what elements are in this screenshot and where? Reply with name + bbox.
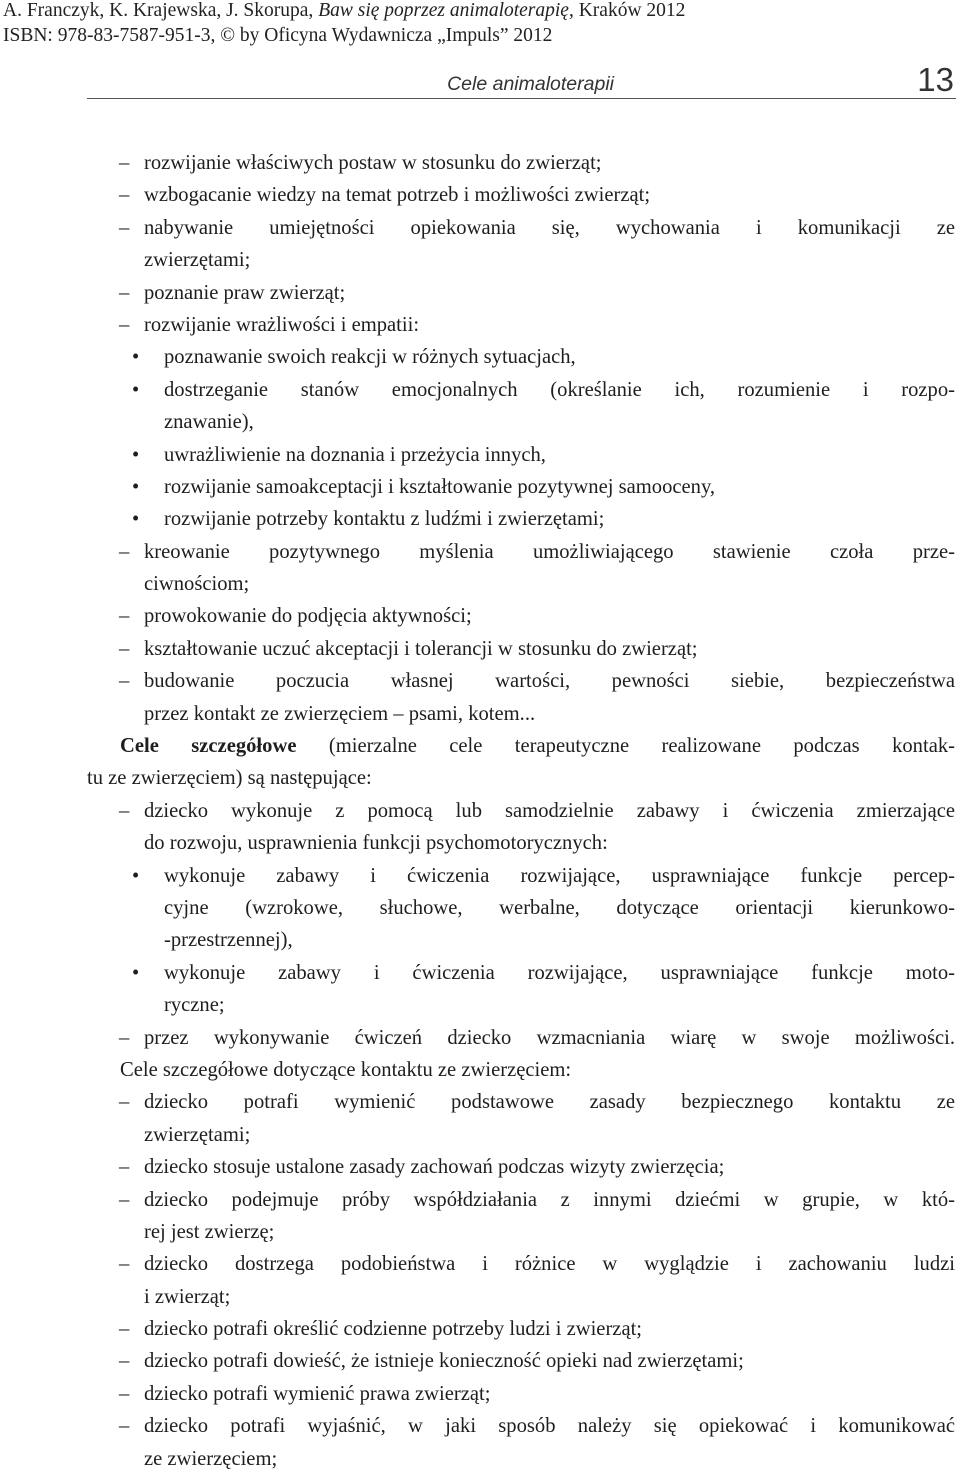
dash-marker: – xyxy=(119,1382,130,1405)
dash-marker: – xyxy=(119,184,130,207)
citation-line xyxy=(3,0,685,22)
sub-list-item xyxy=(87,957,955,989)
dash-marker: – xyxy=(119,1188,130,1211)
page-number: 13 xyxy=(917,61,954,98)
list-item-text: poznanie praw zwierząt; xyxy=(144,281,346,304)
list-item xyxy=(87,147,955,179)
list-item-continuation: przez kontakt ze zwierzęciem – psami, kotem... xyxy=(144,702,536,725)
list-item-text: nabywanie umiejętności opiekowania się, wychowania i komunikacji ze xyxy=(144,216,955,239)
list-item-text: kształtowanie uczuć akceptacji i tolerancji w stosunku do zwierząt; xyxy=(144,637,698,660)
running-title: Cele animaloterapii xyxy=(447,73,614,95)
dash-marker: – xyxy=(119,1026,130,1049)
sub-list-item-continuation xyxy=(87,892,955,924)
list-item xyxy=(87,1086,955,1118)
list-item-text: dziecko potrafi wymienić podstawowe zasady bezpiecznego kontaktu ze xyxy=(144,1091,955,1114)
dash-marker: – xyxy=(119,1318,130,1341)
bullet-marker: • xyxy=(132,378,140,401)
list-item-text: dziecko dostrzega podobieństwa i różnice w wyglądzie i zachowaniu ludzi xyxy=(144,1253,955,1276)
list-item-text: budowanie poczucia własnej wartości, pewności siebie, bezpieczeństwa xyxy=(144,670,955,693)
list-item xyxy=(87,212,955,244)
dash-marker: – xyxy=(119,540,130,563)
list-item xyxy=(87,1410,955,1442)
list-item-text: rozwijanie właściwych postaw w stosunku do zwierząt; xyxy=(144,152,602,174)
dash-marker: – xyxy=(119,1253,130,1276)
dash-marker: – xyxy=(119,313,130,336)
list-item-continuation: zwierzętami; xyxy=(144,1123,251,1146)
list-item xyxy=(87,1248,955,1280)
dash-marker: – xyxy=(119,1415,130,1438)
dash-marker: – xyxy=(119,1091,130,1114)
sub-list-item-continuation: -przestrzennej), xyxy=(164,929,293,952)
paragraph-line: tu ze zwierzęciem) są następujące: xyxy=(87,767,372,790)
header-rule xyxy=(87,98,956,99)
dash-marker: – xyxy=(119,216,130,239)
list-item xyxy=(87,1313,955,1345)
paragraph-text: (mierzalne cele terapeutyczne realizowane podczas kontak- xyxy=(296,735,955,758)
bullet-marker: • xyxy=(132,961,140,984)
dash-marker: – xyxy=(119,799,130,822)
isbn-line: ISBN: 978-83-7587-951-3, © by Oficyna Wydawnicza „Impuls” 2012 xyxy=(3,25,553,46)
list-item xyxy=(87,1345,955,1377)
list-item xyxy=(87,1378,955,1410)
list-item-text: prowokowanie do podjęcia aktywności; xyxy=(144,605,472,628)
list-item xyxy=(87,633,955,665)
list-item-text: dziecko stosuje ustalone zasady zachowań podczas wizyty zwierzęcia; xyxy=(144,1156,725,1179)
sub-list-item xyxy=(87,341,955,373)
sub-list-item xyxy=(87,471,955,503)
dash-marker: – xyxy=(119,152,130,174)
list-item-continuation: zwierzętami; xyxy=(144,249,251,272)
sub-list-item-continuation: ryczne; xyxy=(164,994,225,1017)
list-item xyxy=(87,277,955,309)
paragraph-line xyxy=(87,730,955,762)
list-item-text: przez wykonywanie ćwiczeń dziecko wzmacniania wiarę w swoje możliwości. xyxy=(144,1026,955,1049)
list-item xyxy=(87,536,955,568)
dash-marker: – xyxy=(119,1156,130,1179)
dash-marker: – xyxy=(119,1350,130,1373)
dash-marker: – xyxy=(119,281,130,304)
list-item-text: dziecko wykonuje z pomocą lub samodzielnie zabawy i ćwiczenia zmierzające xyxy=(144,799,955,822)
citation-authors: A. Franczyk, K. Krajewska, J. Skorupa, xyxy=(3,0,319,21)
list-item xyxy=(87,600,955,632)
dash-marker: – xyxy=(119,637,130,660)
sub-list-item-text: wykonuje zabawy i ćwiczenia rozwijające, usprawniające funkcje percep- xyxy=(164,864,955,887)
citation-book-title: Baw się poprzez animaloterapię xyxy=(318,0,569,21)
sub-list-item xyxy=(87,503,955,535)
list-item xyxy=(87,1022,955,1054)
list-item-continuation: ze zwierzęciem; xyxy=(144,1447,278,1470)
sub-list-item-text: cyjne (wzrokowe, słuchowe, werbalne, dotyczące orientacji kierunkowo- xyxy=(164,896,955,919)
list-item xyxy=(87,179,955,211)
sub-list-item-text: poznawanie swoich reakcji w różnych sytuacjach, xyxy=(164,346,576,369)
list-item-continuation: rej jest zwierzę; xyxy=(144,1220,275,1243)
bullet-marker: • xyxy=(132,864,140,887)
citation-place-year: , Kraków 2012 xyxy=(568,0,686,21)
bullet-marker: • xyxy=(132,443,140,466)
paragraph-line: Cele szczegółowe dotyczące kontaktu ze zwierzęciem: xyxy=(120,1058,572,1081)
sub-list-item-text: uwrażliwienie na doznania i przeżycia innych, xyxy=(164,443,546,466)
bullet-marker: • xyxy=(132,475,140,498)
dash-marker: – xyxy=(119,670,130,693)
sub-list-item xyxy=(87,860,955,892)
bullet-marker: • xyxy=(132,508,140,531)
sub-list-item xyxy=(87,374,955,406)
list-item-continuation: ciwnościom; xyxy=(144,573,250,596)
sub-list-item xyxy=(87,439,955,471)
sub-list-item-text: rozwijanie samoakceptacji i kształtowanie pozytywnej samooceny, xyxy=(164,475,716,498)
body-text xyxy=(87,147,955,1475)
sub-list-item-text: dostrzeganie stanów emocjonalnych (określanie ich, rozumienie i rozpo- xyxy=(164,378,955,401)
list-item xyxy=(87,665,955,697)
list-item-text: dziecko potrafi wymienić prawa zwierząt; xyxy=(144,1382,491,1405)
list-item xyxy=(87,1151,955,1183)
section-heading-inline: Cele szczegółowe xyxy=(120,735,297,758)
list-item xyxy=(87,1184,955,1216)
dash-marker: – xyxy=(119,605,130,628)
list-item-text: dziecko potrafi wyjaśnić, w jaki sposób należy się opiekować i komunikować xyxy=(144,1415,955,1438)
list-item-text: dziecko potrafi określić codzienne potrzeby ludzi i zwierząt; xyxy=(144,1318,643,1341)
list-item-text: dziecko potrafi dowieść, że istnieje konieczność opieki nad zwierzętami; xyxy=(144,1350,744,1373)
bullet-marker: • xyxy=(132,346,140,369)
list-item-text: rozwijanie wrażliwości i empatii: xyxy=(144,313,420,336)
list-item-text: kreowanie pozytywnego myślenia umożliwiającego stawienie czoła prze- xyxy=(144,540,955,563)
list-item-text: dziecko podejmuje próby współdziałania z innymi dziećmi w grupie, w któ- xyxy=(144,1188,955,1211)
list-item-continuation: i zwierząt; xyxy=(144,1285,231,1308)
sub-list-item-text: rozwijanie potrzeby kontaktu z ludźmi i zwierzętami; xyxy=(164,508,605,531)
sub-list-item-continuation: znawanie), xyxy=(164,411,254,434)
list-item xyxy=(87,309,955,341)
list-item-text: wzbogacanie wiedzy na temat potrzeb i możliwości zwierząt; xyxy=(144,184,651,207)
sub-list-item-text: wykonuje zabawy i ćwiczenia rozwijające, usprawniające funkcje moto- xyxy=(164,961,955,984)
list-item xyxy=(87,795,955,827)
list-item-continuation: do rozwoju, usprawnienia funkcji psychomotorycznych: xyxy=(144,832,608,855)
